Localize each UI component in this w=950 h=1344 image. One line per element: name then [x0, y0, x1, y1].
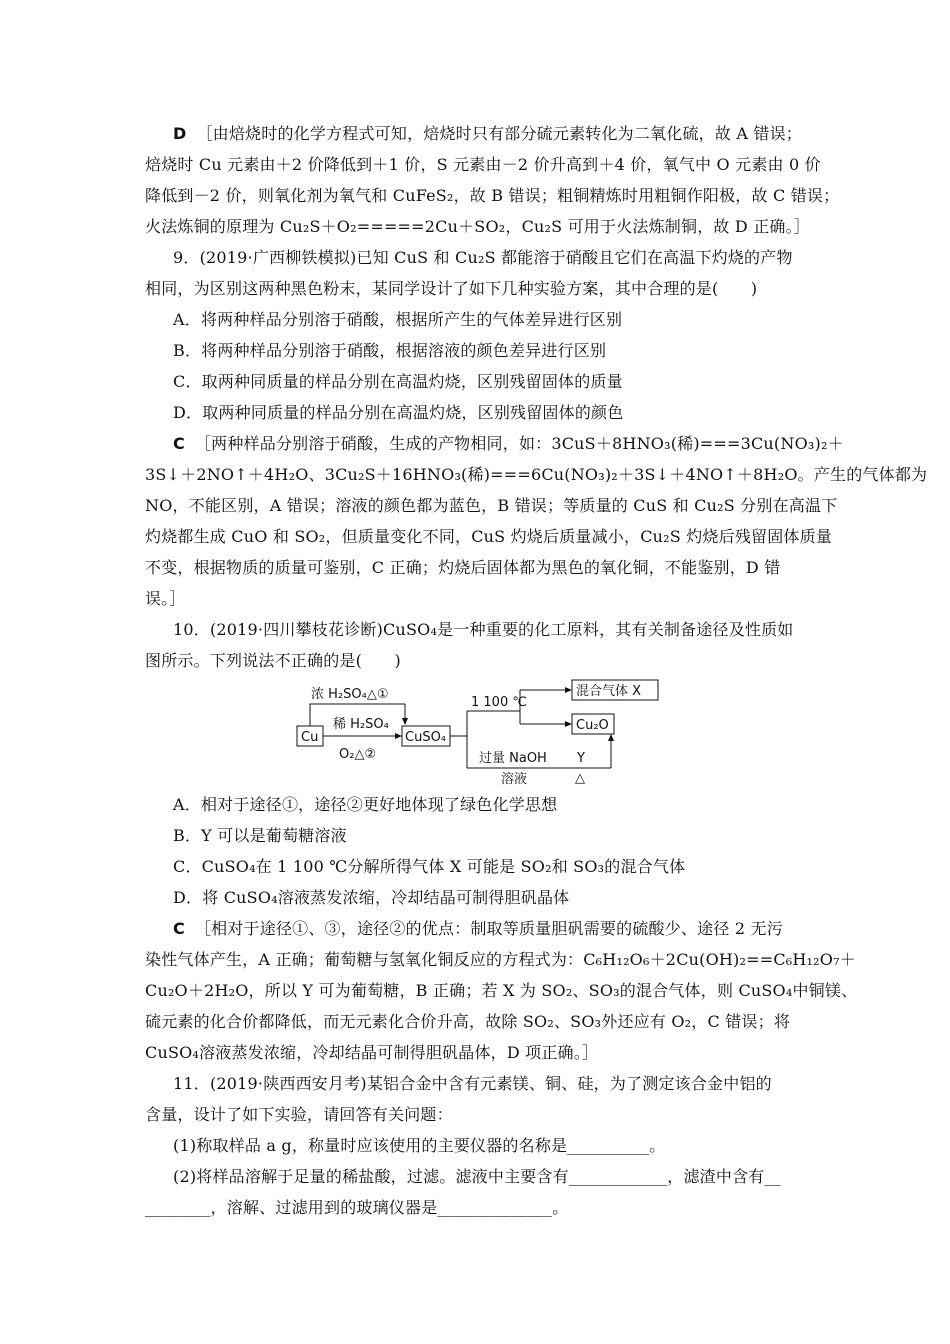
answer-10-line-3: Cu₂O＋2H₂O，所以 Y 可为葡萄糖，B 正确；若 X 为 SO₂、SO₃的混合气体，则 CuSO₄中铜镁、: [145, 981, 858, 1000]
answer-letter: D: [173, 124, 187, 143]
cuso4-route-diagram: [295, 678, 675, 788]
answer-letter: C: [173, 919, 185, 938]
to-x-arrowhead: [565, 687, 572, 693]
gas-x-label: 混合气体 X: [576, 684, 642, 699]
answer-9-line-4: 灼烧都生成 CuO 和 SO₂，但质量变化不同，CuS 灼烧后质量减小，Cu₂S 灼烧后残留固体质量: [145, 527, 833, 546]
route-2-arrowhead: [395, 733, 402, 739]
question-11-line-2: 含量，设计了如下实验，请回答有关问题：: [145, 1105, 453, 1124]
answer-10-line-1: C ［相对于途径①、③，途径②的优点：制取等质量胆矾需要的硫酸少、途径 2 无污: [173, 919, 783, 938]
question-9-line-1: 9．(2019·广西柳铁模拟)已知 CuS 和 Cu₂S 都能溶于硝酸且它们在高温下灼烧的产物: [173, 248, 793, 267]
answer-letter: C: [173, 434, 185, 453]
route-1-label: 浓 H₂SO₄△①: [311, 687, 389, 702]
cuso4-label: CuSO₄: [405, 730, 447, 745]
question-9-option-d: D．取两种同质量的样品分别在高温灼烧，区别残留固体的颜色: [173, 403, 624, 422]
question-11-part-1: (1)称取样品 a g，称量时应该使用的主要仪器的名称是__________。: [173, 1136, 666, 1155]
cu2o-label: Cu₂O: [576, 718, 609, 733]
answer-9-line-1: C ［两种样品分别溶于硝酸，生成的产物相同，如：3CuS＋8HNO₃(稀)===3Cu(NO₃)₂＋: [173, 434, 844, 453]
question-10-line-1: 10．(2019·四川攀枝花诊断)CuSO₄是一种重要的化工原料，其有关制备途径及性质如: [173, 620, 794, 639]
answer-9-line-6: 误。］: [145, 589, 186, 608]
question-9-option-c: C．取两种同质量的样品分别在高温灼烧，区别残留固体的质量: [173, 372, 623, 391]
answer-d-line-2: 焙烧时 Cu 元素由＋2 价降低到＋1 价，S 元素由－2 价升高到＋4 价，氧气中 O 元素由 0 价: [145, 155, 821, 174]
question-10-option-d: D．将 CuSO₄溶液蒸发浓缩，冷却结晶可制得胆矾晶体: [173, 888, 570, 907]
answer-d-line-3: 降低到－2 价，则氧化剂为氧气和 CuFeS₂，故 B 错误；粗铜精炼时用粗铜作阳极，故 C 错误；: [145, 186, 840, 205]
question-9-option-a: A．将两种样品分别溶于硝酸，根据所产生的气体差异进行区别: [173, 310, 623, 329]
answer-9-line-5: 不变，根据物质的质量可鉴别，C 正确；灼烧后固体都为黑色的氧化铜，不能鉴别，D 错: [145, 558, 781, 577]
answer-9-line-2: 3S↓＋2NO↑＋4H₂O、3Cu₂S＋16HNO₃(稀)===6Cu(NO₃)₂＋3S↓＋4NO↑＋8H₂O。产生的气体都为: [145, 465, 928, 484]
answer-d-line-4: 火法炼铜的原理为 Cu₂S＋O₂=====2Cu＋SO₂，Cu₂S 可用于火法炼制铜，故 D 正确。］: [145, 217, 810, 236]
answer-10-line-2: 染性气体产生，A 正确；葡萄糖与氢氧化铜反应的方程式为：C₆H₁₂O₆＋2Cu(OH)₂==C₆H₁₂O₇＋: [145, 950, 856, 969]
cu-label: Cu: [301, 730, 319, 745]
heat-label: △: [575, 771, 585, 786]
solution-label: 溶液: [501, 772, 528, 787]
question-9-line-2: 相同，为区别这两种黑色粉末，某同学设计了如下几种实验方案，其中合理的是( ): [145, 279, 758, 298]
to-cu2o-arrowhead: [565, 721, 572, 727]
answer-10-line-5: CuSO₄溶液蒸发浓缩，冷却结晶可制得胆矾晶体，D 项正确。］: [145, 1043, 599, 1062]
temp-label: 1 100 ℃: [471, 695, 527, 710]
answer-10-line-4: 硫元素的化合价都降低，而无元素化合价升高，故除 SO₂、SO₃外还应有 O₂，C 错误；将: [145, 1012, 791, 1031]
route-2-bottom-label: O₂△②: [339, 747, 377, 762]
question-10-option-c: C．CuSO₄在 1 100 ℃分解所得气体 X 可能是 SO₂和 SO₃的混合气体: [173, 857, 686, 876]
route-1-arrowhead: [402, 718, 408, 725]
question-10-option-a: A．相对于途径①，途径②更好地体现了绿色化学思想: [173, 795, 558, 814]
question-11-part-2b: ________，溶解、过滤用到的玻璃仪器是______________。: [145, 1198, 569, 1217]
question-11-part-2a: (2)将样品溶解于足量的稀盐酸，过滤。滤液中主要含有____________，滤渣中含有__: [173, 1167, 781, 1186]
question-10-line-2: 图所示。下列说法不正确的是( ): [145, 651, 401, 670]
question-10-option-b: B．Y 可以是葡萄糖溶液: [173, 826, 347, 845]
naoh-label: 过量 NaOH: [479, 751, 547, 766]
answer-d-line-1: D ［由焙烧时的化学方程式可知，焙烧时只有部分硫元素转化为二氧化硫，故 A 错误；: [173, 124, 803, 143]
y-label: Y: [577, 751, 585, 766]
question-11-line-1: 11．(2019·陕西西安月考)某铝合金中含有元素镁、铜、硅，为了测定该合金中铝的: [173, 1074, 772, 1093]
answer-9-line-3: NO，不能区别，A 错误；溶液的颜色都为蓝色，B 错误；等质量的 CuS 和 Cu₂S 分别在高温下: [145, 496, 838, 515]
question-9-option-b: B．将两种样品分别溶于硝酸，根据溶液的颜色差异进行区别: [173, 341, 607, 360]
route-2-top-label: 稀 H₂SO₄: [333, 717, 389, 732]
to-cu2o-up-arrowhead: [608, 734, 614, 741]
